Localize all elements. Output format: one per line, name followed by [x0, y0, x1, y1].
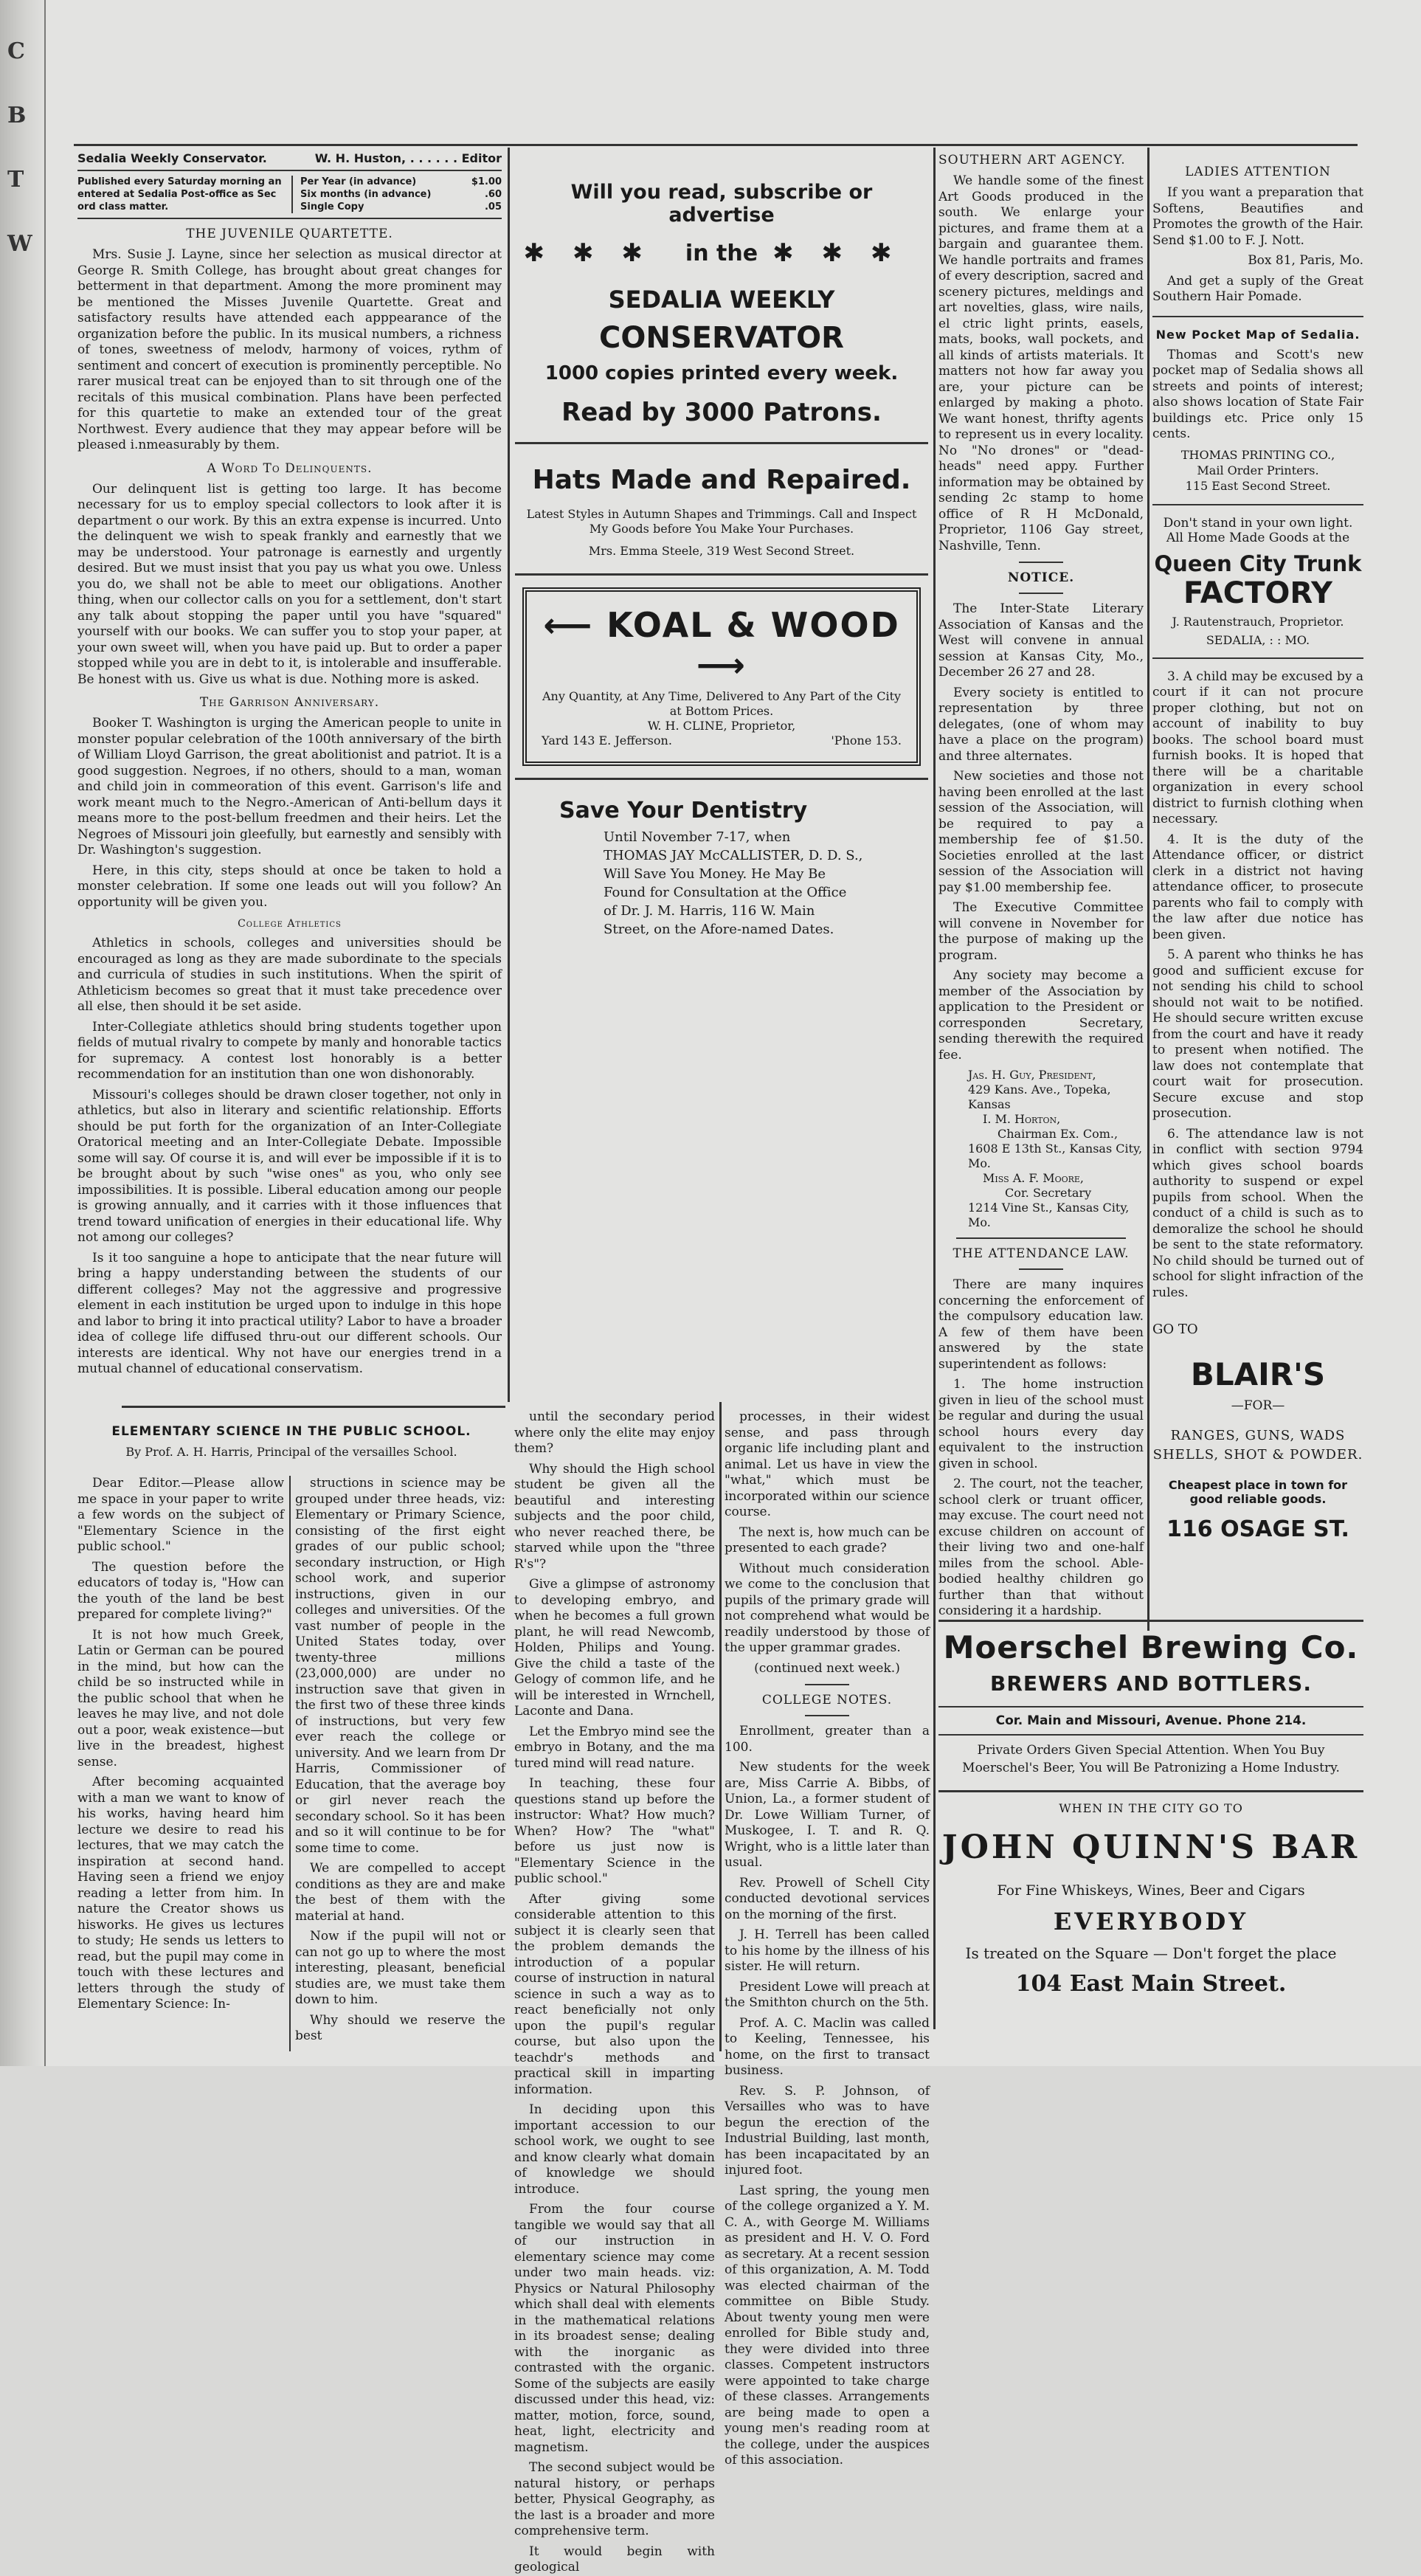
science-col-a: [77, 1476, 284, 2059]
article-paragraph: The next is, how much can be presented to each grade?: [725, 1524, 930, 1555]
dentistry-ad: [515, 778, 928, 946]
subscribe-ad: [515, 151, 928, 444]
article-paragraph: After giving some considerable attention to this subject it is clearly seen that the problem demands the introduction of a popular course of instruction in natural science in such a way as to react beneficially not only upon the pupil's regular course, but also upon the teachdr's methods and practical skill in imparting information.: [514, 1891, 715, 2097]
trunk-ad: [1152, 516, 1363, 647]
science-col-c: [514, 1409, 715, 2575]
ornament-left-icon: ⟵: [543, 605, 594, 645]
column-rule: [1147, 148, 1149, 1631]
bottom-ads: [938, 1620, 1363, 2062]
article-paragraph: Give a glimpse of astronomy to developing embryo, and when he becomes a full grown plant, he will read Newcomb, Holden, Philips and Young. Give the child a taste of the Gelogy of common life, and he will be interested in Wrnchell, Laconte and Dana.: [514, 1577, 715, 1719]
blairs-address: 116 OSAGE ST.: [1166, 1516, 1349, 1542]
dentistry-line: of Dr. J. M. Harris, 116 W. Main: [604, 903, 815, 919]
coal-wood-proprietor: W. H. CLINE, Proprietor,: [647, 719, 796, 733]
column-rule: [719, 1402, 722, 2051]
map-printer-line: 115 East Second Street.: [1185, 478, 1331, 493]
divider: [1152, 504, 1363, 505]
law-paragraph: 6. The attendance law is not in conflict with section 9794 which gives school boards authority to suspend or expel pupils from school. When the conduct of a child is such as to demoralize the school he should be sent to the state reformatory. No child should be turned out of school for slight infraction of the rules.: [1152, 1126, 1363, 1300]
law-paragraph: 4. It is the duty of the Attendance officer, or district clerk in a district not having attendance officer, to prosecute parents who fail to comply with the law after due notice has been given.: [1152, 832, 1363, 942]
dentistry-line: Found for Consultation at the Office: [604, 885, 847, 900]
masthead: [77, 151, 502, 171]
notice-paragraph: New societies and those not having been enrolled at the last session of the Association, will be required to pay a membership fee of $1.50. Societies enrolled at the last session of the Association will pay $1.00 membership fee.: [938, 769, 1144, 895]
coal-wood-phone: 'Phone 153.: [831, 733, 902, 747]
college-note: Prof. A. C. Maclin was called to Keeling, Tennessee, his home, on the first to transact business.: [725, 2015, 930, 2078]
subscribe-ad-line: SEDALIA WEEKLY: [608, 286, 835, 314]
article-heading: College Athletics: [238, 918, 342, 930]
law-paragraph: 3. A child may be excused by a court if it can not procure proper clothing, but not on account of inability to buy books. The school board must furnish books. It is hoped that there will be a charitable organization in every school district to furnish clothing when necessary.: [1152, 669, 1363, 826]
quinn-ad: [938, 1790, 1363, 1997]
trunk-line: Don't stand in your own light.: [1163, 515, 1353, 531]
art-agency-text: We handle some of the finest Art Goods produced in the south. We enlarge your pictures, and frame them at a bargain and guarantee them. We handle portraits and frames of every description, sacred and scenery pictures, meldings and art novelties, glass, wire nails, el ctric light prints, easels, mats, books, wall pockets, and all kinds of artists materials. It matters not how far away you are, your picture can be enlarged by making a photo. We want honest, thrifty agents to represent us in every locality. No "No drones" or "dead-heads" need appy. Further information may be obtained by sending 2c stamp to home office of R H McDonald, Proprietor, 1106 Gay street, Nashville, Tenn.: [938, 173, 1144, 553]
dentistry-line: Will Save You Money. He May Be: [604, 866, 826, 882]
masthead-info: [77, 171, 502, 219]
blairs-slogan: Cheapest place in town for good reliable goods.: [1168, 1478, 1348, 1506]
coal-wood-ad: [522, 587, 921, 766]
hats-ad-body: Latest Styles in Autumn Shapes and Trimmings. Call and Inspect My Goods before You Make Your Purchases.: [526, 507, 917, 536]
law-paragraph: 5. A parent who thinks he has good and sufficient excuse for not sending his child to school should not wait to be notified. He should secure written excuse from the court and have it ready to present when notified. The law does not contemplate that court wait for prosecution. Secure excuse and stop prosecution.: [1152, 947, 1363, 1121]
article-heading: A Word To Delinquents.: [207, 460, 373, 476]
college-notes-title: COLLEGE NOTES.: [761, 1693, 893, 1707]
notice-signatures: [938, 1068, 1144, 1230]
rate-label: Six months (in advance): [300, 189, 432, 200]
divider: [805, 1684, 849, 1685]
article-paragraph: structions in science may be grouped under three heads, viz: Elementary or Primary Science, consisting of the first eight grades of our public school; secondary instruction, or High school work, and superior instructions, given in our colleges and universities. Of the vast number of people in the United States today, over twenty-three millions (23,000,000) are under no instruction save that given in the first two of these three kinds of instructions, but very few ever reach the college or university. And we learn from Dr Harris, Commissioner of Education, that the average boy or girl never reach the secondary school. So it has been and so it will continue to be for some time to come.: [295, 1476, 505, 1856]
divider: [1019, 593, 1063, 594]
hats-ad: [515, 444, 928, 576]
article-paragraph: Our delinquent list is getting too large. It has become necessary for us to employ special collectors to look after it is department o our work. By this an extra expense is incurred. Unto the delinquent we wish to speak frankly and earnestly that we may be understood. Your patronage is earnestly and urgently desired. But we must insist that you pay us what you owe. Unless you do, we shall not be able to meet our obligations. Another thing, when our collector calls on you for a settlement, don't start any talk about stopping the paper until you have "squared" yourself with our books. We can suffer you to stop your paper, at your own sweet will, when you have paid up. But to order a paper stopped while you are in debt to it, is intolerable and insufferable. Be honest with us. Give us what is due. Nothing more is asked.: [77, 481, 502, 687]
ladies-text: And get a suply of the Great Southern Hair Pomade.: [1152, 273, 1363, 304]
moerschel-subtitle: BREWERS AND BOTTLERS.: [990, 1671, 1312, 1696]
editor-line: W. H. Huston, . . . . . . Editor: [314, 151, 502, 165]
moerschel-title: Moerschel Brewing Co.: [943, 1629, 1359, 1665]
strip-letter: B: [7, 103, 27, 128]
article-paragraph: Is it too sanguine a hope to anticipate that the near future will bring a happy understanding between the students of our different colleges? May not the aggressive and progressive element in each institution be urged upon to indulge in this hope and labor to bring it into practical utility? Labor to have a broader idea of college life diffused thru-out our different schools. Our interests are identical. Why not have our energies trend in a mutual channel of educational conservatism.: [77, 1250, 502, 1376]
map-text: Thomas and Scott's new pocket map of Sedalia shows all streets and points of interest; also shows location of State Fair buildings etc. Price only 15 cents.: [1152, 347, 1363, 441]
art-agency-heading: SOUTHERN ART AGENCY.: [938, 153, 1126, 168]
college-note: Enrollment, greater than a 100.: [725, 1724, 930, 1755]
dentistry-ad-title: Save Your Dentistry: [559, 798, 808, 823]
coal-wood-title-row: [542, 605, 902, 685]
signature-line: Miss A. F. Moore,: [983, 1171, 1085, 1185]
blairs-line: GO TO: [1152, 1322, 1198, 1337]
column-ads: [515, 151, 928, 1398]
article-paragraph: It would begin with geological: [514, 2544, 715, 2575]
college-note: New students for the week are, Miss Carrie A. Bibbs, of Union, La., a former student of Dr. Lowe William Turner, of Muskogee, I. T. and R. Q. Wright, who is a little later than usual.: [725, 1760, 930, 1870]
hats-ad-title: Hats Made and Repaired.: [532, 465, 911, 495]
ladies-heading: LADIES ATTENTION: [1185, 165, 1331, 179]
signature-line: 1608 E 13th St., Kansas City, Mo.: [968, 1142, 1143, 1170]
blairs-line: —FOR—: [1231, 1398, 1285, 1413]
science-col-b: [295, 1476, 505, 2059]
divider: [805, 1715, 849, 1716]
quinn-line: Is treated on the Square — Don't forget the place: [965, 1944, 1337, 1962]
paper-name: Sedalia Weekly Conservator.: [77, 151, 267, 165]
star-ornament: ✱✱✱: [523, 238, 671, 268]
notice-paragraph: The Inter-State Literary Association of Kansas and the West will convene in annual session at Kansas City, Mo., December 26 27 and 28.: [938, 601, 1144, 680]
star-ornament: ✱✱✱: [772, 238, 920, 268]
blairs-goods: RANGES, GUNS, WADS SHELLS, SHOT & POWDER.: [1152, 1428, 1363, 1463]
subscribe-ad-line: CONSERVATOR: [599, 321, 844, 355]
college-note: J. H. Terrell has been called to his home by the illness of his sister. He will return.: [725, 1927, 930, 1974]
dentistry-line: THOMAS JAY McCALLISTER, D. D. S.,: [604, 848, 863, 863]
blairs-ad: [1152, 1322, 1363, 1542]
subscription-rates: [291, 176, 502, 213]
coal-wood-title: KOAL & WOOD: [606, 605, 900, 645]
quinn-line: For Fine Whiskeys, Wines, Beer and Cigars: [997, 1882, 1305, 1899]
article-paragraph: Without much consideration we come to the conclusion that pupils of the primary grade will not comprehend what would be readily understood by those of the upper grammar grades.: [725, 1561, 930, 1655]
coal-wood-body: Any Quantity, at Any Time, Delivered to Any Part of the City at Bottom Prices.: [542, 689, 902, 718]
quinn-title: JOHN QUINN'S BAR: [941, 1829, 1361, 1866]
trunk-location: SEDALIA, : : MO.: [1206, 632, 1310, 647]
article-paragraph: In deciding upon this important accession to our school work, we ought to see and know clearly what domain of knowledge we should introduce.: [514, 2102, 715, 2197]
divider: [1019, 562, 1063, 563]
quinn-address: 104 East Main Street.: [1015, 1971, 1287, 1997]
dentistry-line: Street, on the Afore-named Dates.: [604, 922, 834, 937]
article-paragraph: Mrs. Susie J. Layne, since her selection as musical director at George R. Smith College, has brought about great changes for betterment in that department. Among the more prominent may be mentioned the Misses Juvenile Quartette. Great and satisfactory results have attended each apppearance of the organization before the public. In its musical numbers, a richness of tones, sweetness of melodv, harmony of voices, rythm of sentiment and concert of execution is prominently perceptible. No rarer musical treat can be enjoyed than to sit through one of the recitals of this musical combination. Plans have been perfected for this quartetie to make an extended tour of the great Northwest. Every audience that they may appear before will be pleased i.nmeasurably by them.: [77, 247, 502, 452]
map-printer-line: Mail Order Printers.: [1197, 463, 1319, 477]
continued-note: (continued next week.): [754, 1660, 900, 1676]
article-heading: The Garrison Anniversary.: [199, 695, 380, 710]
divider: [1152, 657, 1363, 659]
map-heading: New Pocket Map of Sedalia.: [1155, 327, 1361, 342]
subscribe-ad-line: 1000 copies printed every week.: [544, 362, 899, 384]
article-paragraph: Inter-Collegiate athletics should bring students together upon fields of mutual rivalry to compete by manly and honorable tactics for supremacy. A contest lost honorably is a better recommendation for an institution than one won dishonorably.: [77, 1019, 502, 1082]
signature-line: 429 Kans. Ave., Topeka, Kansas: [968, 1082, 1111, 1111]
signature-line: Cor. Secretary: [1005, 1186, 1092, 1200]
divider: [938, 1734, 1363, 1736]
column-rule: [508, 148, 510, 1402]
dentistry-line: Until November 7-17, when: [604, 829, 791, 845]
trunk-title: Queen City Trunk: [1154, 550, 1362, 576]
divider: [956, 1237, 1126, 1239]
quinn-line: WHEN IN THE CITY GO TO: [1059, 1801, 1243, 1815]
science-rule: [122, 1406, 505, 1408]
quinn-everybody: EVERYBODY: [1053, 1907, 1249, 1936]
divider: [938, 1706, 1363, 1707]
adjacent-page-strip: [0, 0, 46, 2066]
college-note: Rev. Prowell of Schell City conducted devotional services on the morning of the first.: [725, 1875, 930, 1922]
article-paragraph: Let the Embryo mind see the embryo in Botany, and the ma tured mind will read nature.: [514, 1724, 715, 1771]
college-note: President Lowe will preach at the Smithton church on the 5th.: [725, 1979, 930, 2010]
rate-price: .60: [484, 189, 502, 200]
article-paragraph: until the secondary period where only the elite may enjoy them?: [514, 1409, 715, 1456]
rate-label: Single Copy: [300, 201, 364, 213]
signature-line: Chairman Ex. Com.,: [998, 1127, 1119, 1141]
rate-price: .05: [484, 201, 502, 213]
notice-paragraph: The Executive Committee will convene in November for the purpose of making up the program.: [938, 900, 1144, 963]
trunk-proprietor: J. Rautenstrauch, Proprietor.: [1172, 614, 1344, 629]
map-printer: [1152, 447, 1363, 494]
moerschel-ad: [938, 1620, 1363, 1777]
rate-label: Per Year (in advance): [300, 176, 417, 187]
article-heading: THE JUVENILE QUARTETTE.: [186, 227, 393, 241]
article-paragraph: processes, in their widest sense, and pass through organic life including plant and animal. Let us have in view the "what," which must be incorporated within our science course.: [725, 1409, 930, 1519]
article-paragraph: From the four course tangible we would say that all of our instruction in elementary science may come under two main heads. viz: Physics or Natural Philosophy which shall deal with elements in the mathematical relations in its broadest sense; dealing with the inorganic as contrasted with the organic. Some of the subjects are easily discussed under this head, viz: matter, motion, force, sound, heat, light, electricity and magnetism.: [514, 2202, 715, 2455]
article-paragraph: Missouri's colleges should be drawn closer together, not only in athletics, but also in literary and scientific relationship. Efforts should be put forth for the organization of an Inter-Collegiate Oratorical meeting and an Inter-Collegiate Debate. Impossible some will say. Of course it is, and will ever be impossible if it is to be brought about by such "wise ones" as you, who only see impossibilities. It is possible. Liberal education among our people is growing annually, and it carries with it those influences that trend toward unification of energies in their educational life. Why not among our colleges?: [77, 1087, 502, 1245]
column-notices: [938, 151, 1144, 1627]
strip-letter: C: [7, 38, 25, 64]
article-paragraph: After becoming acquainted with a man we want to know of his works, having heard him lecture we desire to read his lectures, that we may catch the inspiration at second hand. Having seen a friend we enjoy reading a letter from him. In nature the Creator shows us hisworks. He gives us lectures to study; He sends us letters to read, but the pupil may come in touch with these lectures and letters through the study of Elementary Science: In-: [77, 1775, 284, 2012]
article-paragraph: Dear Editor.—Please allow me space in your paper to write a few words on the subject of "Elementary Science in the public school.": [77, 1476, 284, 1554]
article-paragraph: Why should the High school student be given all the beautiful and interesting subjects and the poor child, who never reached there, be starved while upon the "three R's"?: [514, 1461, 715, 1572]
trunk-factory: FACTORY: [1183, 576, 1332, 610]
science-byline: By Prof. A. H. Harris, Principal of the versailles School.: [125, 1445, 457, 1459]
science-title: ELEMENTARY SCIENCE IN THE PUBLIC SCHOOL.: [111, 1424, 471, 1439]
article-paragraph: In teaching, these four questions stand up before the instructor: What? How much? When? How? The "what" before us just now is "Elementary Science in the public school.": [514, 1776, 715, 1886]
article-paragraph: The second subject would be natural history, or perhaps better, Physical Geography, as the last is a broader and more comprehensive term.: [514, 2460, 715, 2538]
article-paragraph: Now if the pupil will not or can not go up to where the most interesting, pleasant, beneficial studies are, we must take them down to him.: [295, 1929, 505, 2007]
college-note: Last spring, the young men of the college organized a Y. M. C. A., with George M. Williams as president and H. V. O. Ford as secretary. At a recent session of this organization, A. M. Todd was elected chairman of the committee on Bible Study. About twenty young men were enrolled for Bible study and, they were divided into three classes. Competent instructors were appointed to take charge of these classes. Arrangements are being made to open a young men's reading room at the college, under the auspices of this association.: [725, 2183, 930, 2468]
article-paragraph: Here, in this city, steps should at once be taken to hold a monster celebration. If some one leads out will you follow? An opportunity will be given you.: [77, 863, 502, 910]
article-paragraph: Booker T. Washington is urging the American people to unite in monster popular celebration of the 100th anniversary of the birth of William Lloyd Garrison, the great abolitionist and patriot. It is a good suggestion. Negroes, if no others, should to a man, woman and child join in commeoration of this event. Garrison's life and work meant much to the Negro.-American of Anti-bellum days it means more to the post-bellum freedmen and their heirs. Let the Negroes of Missouri join gleefully, but earnestly and sensibly with Dr. Washington's suggestion.: [77, 716, 502, 857]
top-rule: [74, 144, 1358, 146]
article-paragraph: It is not how much Greek, Latin or German can be poured in the mind, but how can the child be so instructed while in the public school that when he leaves he may live, and not dole out a poor, weak existence—but live in the breadest, highest sense.: [77, 1627, 284, 1769]
attendance-heading: THE ATTENDANCE LAW.: [952, 1246, 1130, 1261]
strip-letter: W: [7, 231, 32, 257]
dentistry-ad-body: [559, 828, 928, 939]
ladies-address: Box 81, Paris, Mo.: [1248, 253, 1363, 268]
ornament-right-icon: ⟶: [696, 645, 747, 685]
subscribe-ad-line: in the: [685, 240, 758, 266]
moerschel-note: Private Orders Given Special Attention. When You Buy Moerschel's Beer, You will Be Patronizing a Home Industry.: [962, 1743, 1340, 1775]
attendance-paragraph: There are many inquires concerning the enforcement of the compulsory education law. A few of them have been answered by the state superintendent as follows:: [938, 1277, 1144, 1372]
publish-note: Published every Saturday morning an entered at Sedalia Post-office as Sec ord class matter.: [77, 176, 282, 213]
subscribe-ad-stars: [515, 238, 928, 268]
article-paragraph: Why should we reserve the best: [295, 2012, 505, 2043]
column-classifieds: [1152, 151, 1363, 1627]
college-note: Rev. S. P. Johnson, of Versailles who was to have begun the erection of the Industrial Building, last month, has been incapacitated by an injured foot.: [725, 2083, 930, 2178]
article-paragraph: The question before the educators of today is, "How can the youth of the land be best prepared for complete living?": [77, 1559, 284, 1622]
column-editorial: [77, 151, 502, 1406]
notice-paragraph: Any society may become a member of the Association by application to the President or corresponden Secretary, sending therewith the required fee.: [938, 968, 1144, 1063]
signature-line: Jas. H. Guy, President,: [968, 1068, 1096, 1082]
coal-wood-contact: [542, 733, 902, 748]
map-printer-line: THOMAS PRINTING CO.,: [1180, 447, 1335, 462]
subscribe-ad-line: Will you read, subscribe or advertise: [570, 181, 873, 227]
hats-ad-address: Mrs. Emma Steele, 319 West Second Street.: [588, 544, 855, 558]
column-rule: [933, 148, 936, 2029]
signature-line: 1214 Vine St., Kansas City, Mo.: [968, 1201, 1130, 1229]
article-paragraph: We are compelled to accept conditions as they are and make the best of them with the material at hand.: [295, 1861, 505, 1924]
science-col-d: [725, 1409, 930, 2468]
rate-price: $1.00: [471, 176, 502, 187]
trunk-line: All Home Made Goods at the: [1166, 530, 1350, 545]
article-paragraph: Athletics in schools, colleges and universities should be encouraged as long as they are made subordinate to the specials and curricula of studies in such institutions. When the spirit of Athleticism becomes so great that it must take precedence over all else, then should it be set aside.: [77, 936, 502, 1014]
divider: [1019, 1268, 1063, 1270]
attendance-paragraph: 1. The home instruction given in lieu of the school must be regular and during the usual school hours every day equivalent to the instruction given in school.: [938, 1377, 1144, 1471]
column-rule: [289, 1476, 291, 2051]
attendance-paragraph: 2. The court, not the teacher, school clerk or truant officer, may excuse. The court need not excuse children on account of their living two and one-half miles from the school. Able-bodied healthy children go further than that without considering it a hardship.: [938, 1477, 1144, 1618]
blairs-title: BLAIR'S: [1190, 1356, 1326, 1392]
subscribe-ad-line: Read by 3000 Patrons.: [561, 398, 882, 427]
divider: [1152, 316, 1363, 317]
notice-paragraph: Every society is entitled to representation by three delegates, (one of whom may have a place on the program) and three alternates.: [938, 685, 1144, 764]
moerschel-address: Cor. Main and Missouri, Avenue. Phone 214.: [995, 1713, 1307, 1728]
strip-letter: T: [7, 167, 24, 193]
coal-wood-yard: Yard 143 E. Jefferson.: [542, 733, 672, 747]
ladies-text: If you want a preparation that Softens, Beautifies and Promotes the growth of the Hair. Send $1.00 to F. J. Nott.: [1152, 185, 1363, 248]
signature-line: I. M. Horton,: [983, 1112, 1061, 1126]
notice-heading: NOTICE.: [1007, 570, 1075, 585]
